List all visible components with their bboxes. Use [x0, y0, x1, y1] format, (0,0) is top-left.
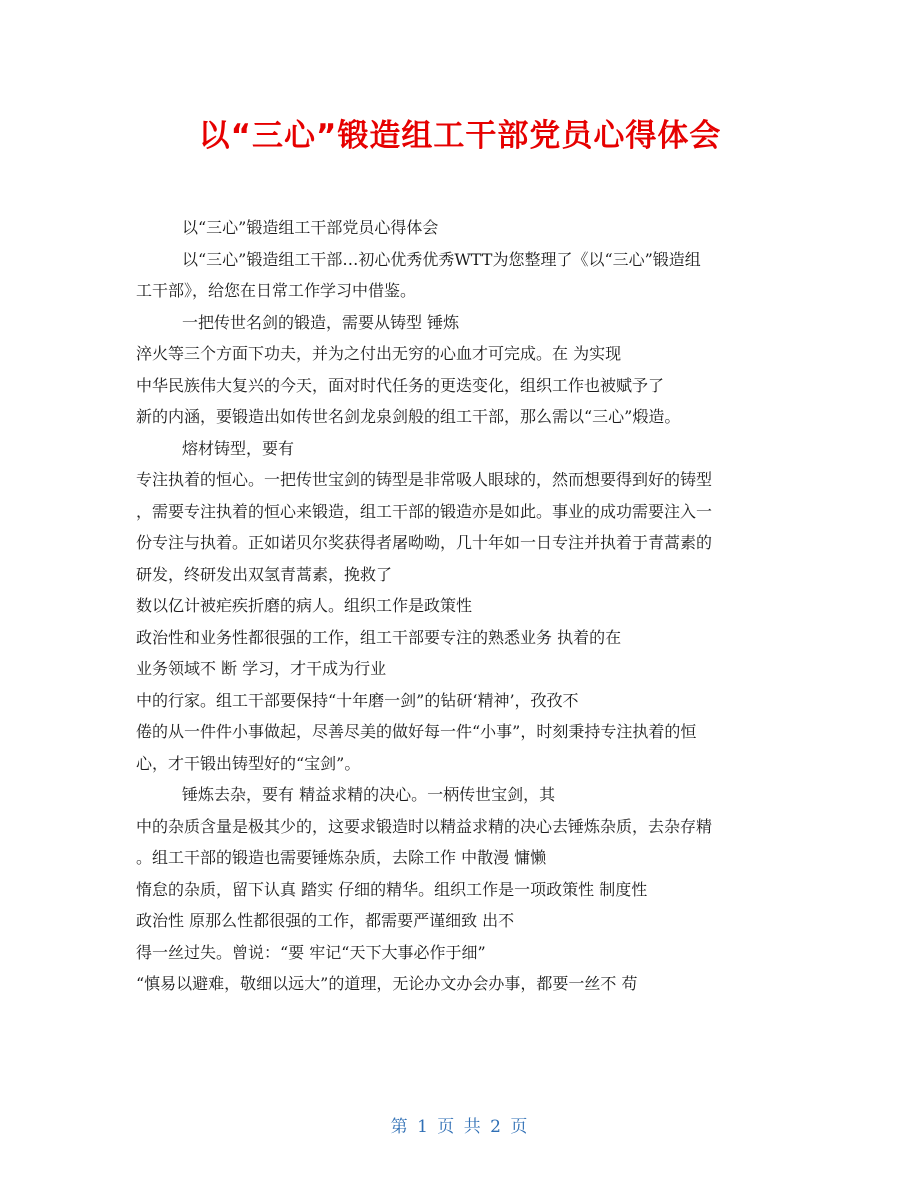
body-line: 研发，终研发出双氢青蒿素，挽救了: [136, 564, 393, 584]
body-line: 业务领域不 断 学习，才干成为行业: [136, 659, 387, 678]
body-line: 中的杂质含量是极其少的，这要求锻造时以精益求精的决心去锤炼杂质，去杂存精: [136, 816, 713, 836]
body-line: 以“三心”锻造组工干部党员心得体会: [182, 218, 439, 237]
body-line: 淬火等三个方面下功夫，并为之付出无穷的心血才可完成。在 为实现: [136, 344, 622, 363]
body-line: 数以亿计被疟疾折磨的病人。组织工作是政策性: [136, 596, 473, 615]
body-line: 以“三心”锻造组工干部…初心优秀优秀WTT为您整理了《以“三心”锻造组: [182, 249, 701, 269]
body-line: 倦的从一件件小事做起，尽善尽美的做好每一件“小事”，时刻秉持专注执着的恒: [136, 722, 697, 741]
body-line: 。组工干部的锻造也需要锤炼杂质，去除工作 中散漫 慵懒: [136, 848, 547, 867]
body-line: 心，才干锻出铸型好的“宝剑”。: [136, 753, 361, 773]
body-line: 新的内涵，要锻造出如传世名剑龙泉剑般的组工干部，那么需以“三心”煅造。: [136, 407, 681, 426]
body-line: 惰怠的杂质，留下认真 踏实 仔细的精华。组织工作是一项政策性 制度性: [136, 879, 648, 899]
body-line: “慎易以避难，敬细以远大”的道理，无论办文办会办事，都要一丝不 苟: [136, 974, 638, 993]
body-line: 中的行家。组工干部要保持“十年磨一剑”的钻研‘精神’，孜孜不: [136, 690, 579, 710]
body-line: 中华民族伟大复兴的今天，面对时代任务的更迭变化，组织工作也被赋予了: [136, 375, 665, 395]
document-title: 以“三心”锻造组工干部党员心得体会: [198, 118, 722, 154]
body-line: 一把传世名剑的锻造，需要从铸型 锤炼: [182, 312, 460, 332]
body-line: 锤炼去杂，要有 精益求精的决心。一柄传世宝剑，其: [182, 785, 556, 804]
body-line: 工干部》，给您在日常工作学习中借鉴。: [136, 281, 417, 300]
page-number-footer: 第 1 页 共 2 页: [390, 1117, 530, 1137]
body-line: ，需要专注执着的恒心来锻造，组工干部的锻造亦是如此。事业的成功需要注入一: [136, 501, 713, 521]
body-line: 专注执着的恒心。一把传世宝剑的铸型是非常吸人眼球的，然而想要得到好的铸型: [136, 470, 713, 489]
body-line: 份专注与执着。正如诺贝尔奖获得者屠呦呦，几十年如一日专注并执着于青蒿素的: [136, 533, 713, 552]
body-line: 得一丝过失。曾说：“要 牢记“天下大事必作于细”: [136, 942, 486, 962]
document-body: [136, 212, 786, 1000]
body-line: 政治性和业务性都很强的工作，组工干部要专注的熟悉业务 执着的在: [136, 627, 622, 647]
body-line: 政治性 原那么性都很强的工作，都需要严谨细致 出不: [136, 911, 515, 930]
body-line: 熔材铸型，要有: [182, 438, 295, 458]
